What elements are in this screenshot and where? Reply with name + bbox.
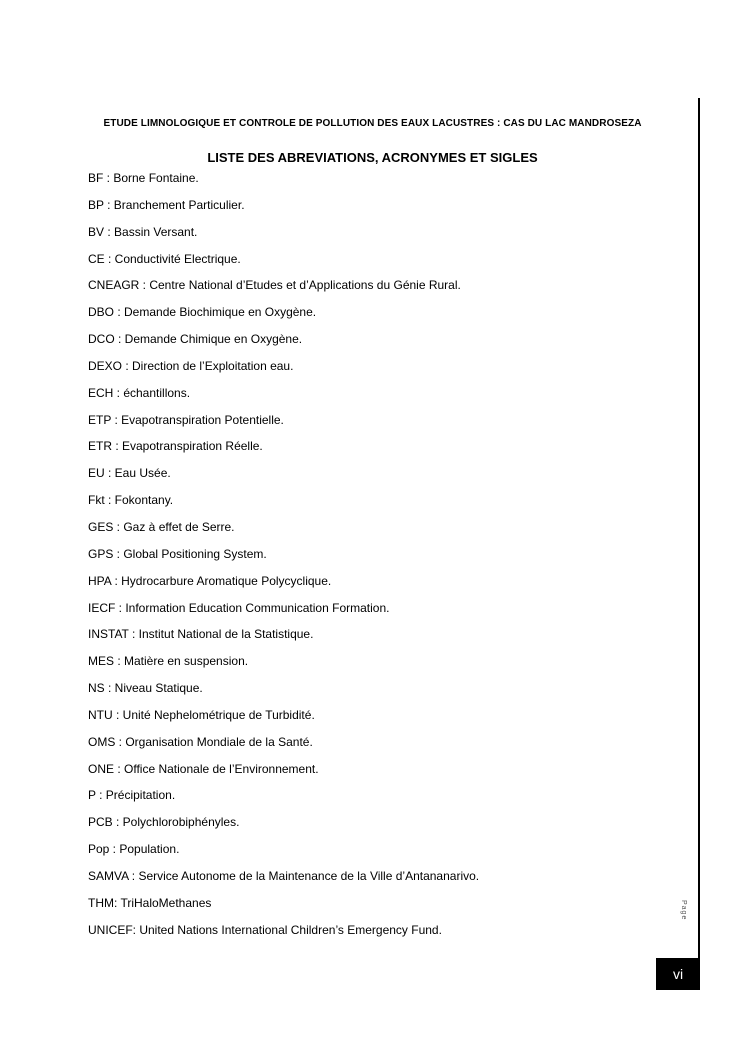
list-item: BP : Branchement Particulier.: [88, 197, 245, 212]
list-item: ETR : Evapotranspiration Réelle.: [88, 439, 263, 454]
list-item: Fkt : Fokontany.: [88, 493, 174, 508]
document-header-title: ETUDE LIMNOLOGIQUE ET CONTROLE DE POLLUTION DES EAUX LACUSTRES : CAS DU LAC MANDROSEZA: [103, 118, 642, 129]
list-item: INSTAT : Institut National de la Statistique.: [88, 627, 314, 642]
list-item: THM: TriHaloMethanes: [88, 895, 212, 910]
list-item: GES : Gaz à effet de Serre.: [88, 519, 235, 534]
list-item: DEXO : Direction de l’Exploitation eau.: [88, 358, 294, 373]
list-item: HPA : Hydrocarbure Aromatique Polycyclique.: [88, 573, 332, 588]
list-item: MES : Matière en suspension.: [88, 654, 249, 669]
page-label: Page: [680, 900, 687, 921]
list-item: P : Précipitation.: [88, 788, 176, 803]
list-item: DCO : Demande Chimique en Oxygène.: [88, 332, 303, 347]
page-number: vi: [672, 966, 684, 982]
page-number-box: [656, 958, 700, 990]
list-item: CE : Conductivité Electrique.: [88, 251, 241, 266]
list-item: CNEAGR : Centre National d’Etudes et d’Applications du Génie Rural.: [88, 278, 461, 293]
list-item: PCB : Polychlorobiphényles.: [88, 815, 240, 830]
list-item: NTU : Unité Nephelométrique de Turbidité.: [88, 707, 315, 722]
list-item: ETP : Evapotranspiration Potentielle.: [88, 412, 284, 427]
abbreviation-list: [88, 170, 479, 948]
list-item: IECF : Information Education Communication Formation.: [88, 600, 390, 615]
list-item: OMS : Organisation Mondiale de la Santé.: [88, 734, 313, 749]
list-item: NS : Niveau Statique.: [88, 681, 203, 696]
list-item: Pop : Population.: [88, 842, 180, 857]
page-side-rule: [698, 98, 700, 990]
list-item: EU : Eau Usée.: [88, 466, 171, 481]
list-item: BV : Bassin Versant.: [88, 224, 198, 239]
list-item: GPS : Global Positioning System.: [88, 546, 267, 561]
list-item: ONE : Office Nationale de l’Environnement.: [88, 761, 319, 776]
list-item: UNICEF: United Nations International Children’s Emergency Fund.: [88, 922, 442, 937]
list-title: LISTE DES ABREVIATIONS, ACRONYMES ET SIGLES: [207, 150, 538, 165]
list-item: ECH : échantillons.: [88, 385, 191, 400]
list-item: BF : Borne Fontaine.: [88, 171, 199, 185]
list-item: SAMVA : Service Autonome de la Maintenance de la Ville d’Antananarivo.: [88, 868, 480, 883]
list-item: DBO : Demande Biochimique en Oxygène.: [88, 305, 317, 320]
